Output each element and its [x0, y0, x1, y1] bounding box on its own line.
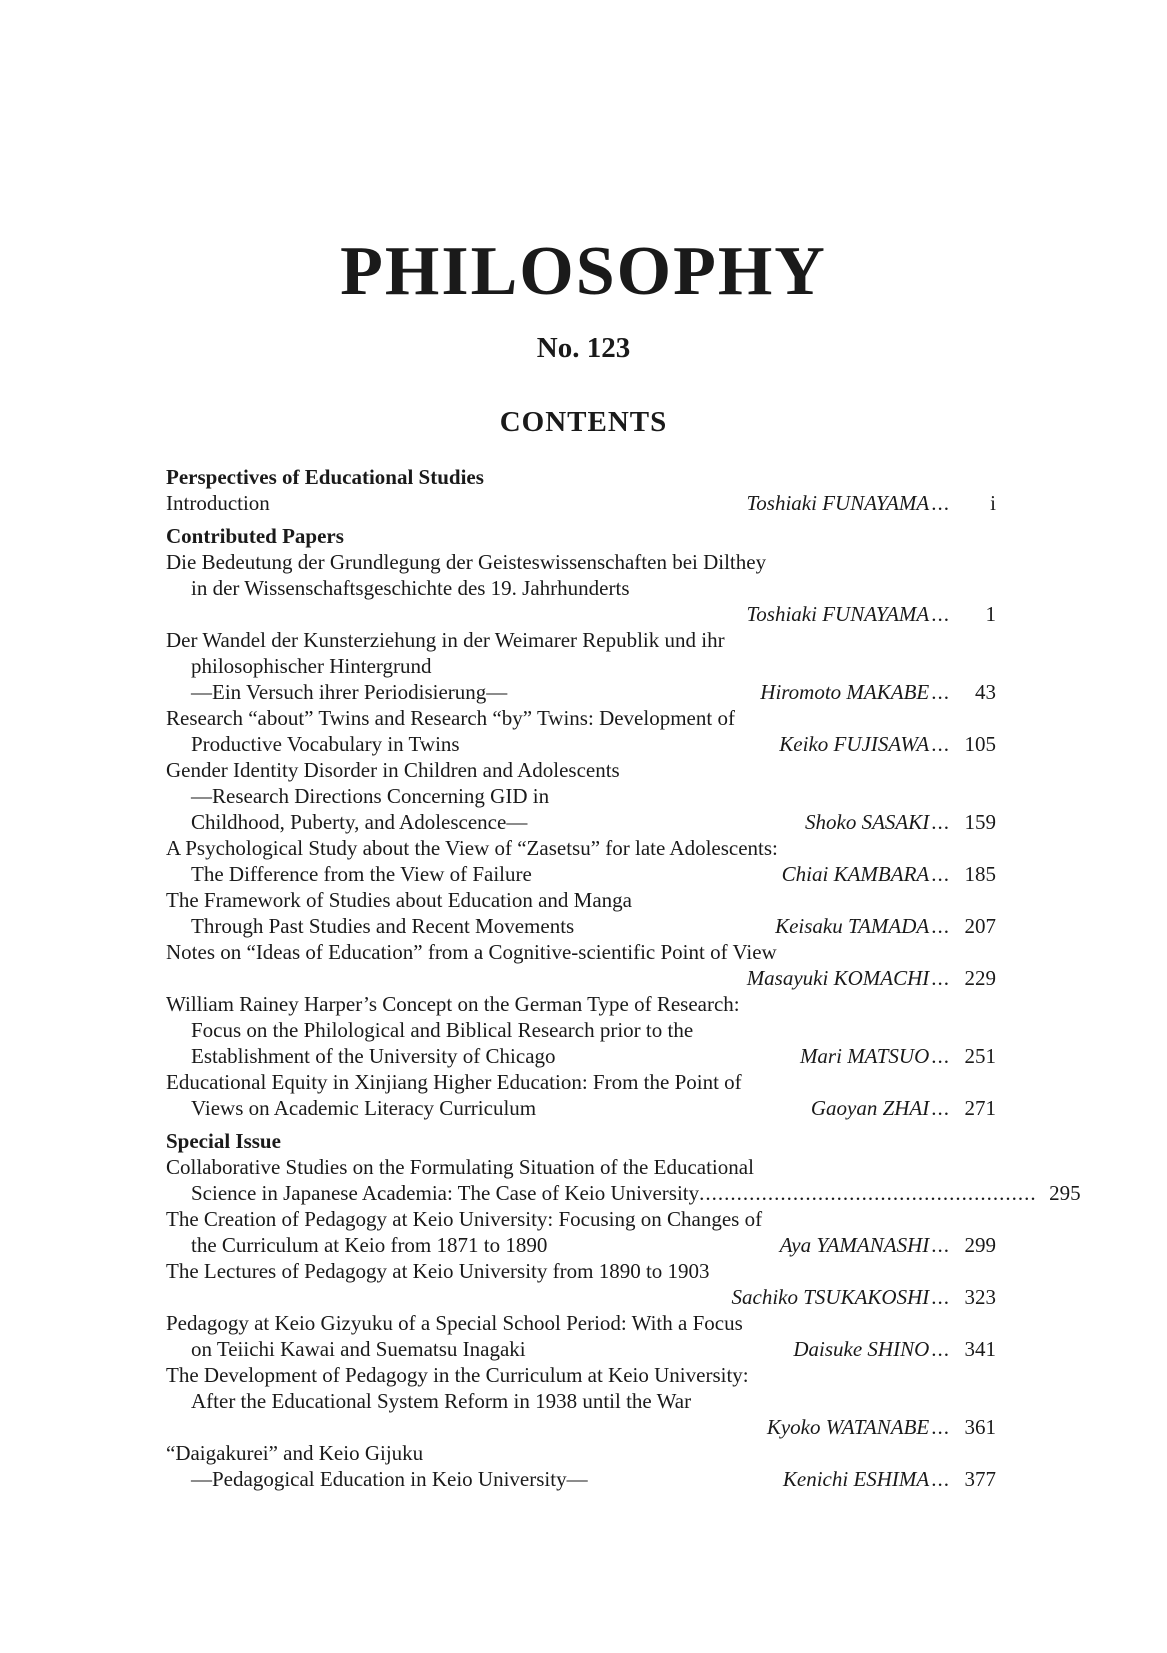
entry-line [166, 1440, 996, 1466]
entry-line [166, 809, 996, 835]
entry-title-line: “Daigakurei” and Keio Gijuku [166, 1441, 424, 1465]
entry-author-line [166, 1284, 996, 1310]
leader-dots: ... [931, 862, 950, 886]
entry-title-line: Through Past Studies and Recent Movements [191, 914, 575, 938]
entry-author: Keisaku TAMADA [775, 914, 930, 938]
leader-gap [191, 1284, 732, 1310]
entry-author: Toshiaki FUNAYAMA [746, 491, 930, 515]
leader-dots: ... [931, 1096, 950, 1120]
entry-page-number: 159 [964, 810, 996, 834]
entry-title-line: Collaborative Studies on the Formulating Situation of the Educational [166, 1155, 754, 1179]
entry-title-line: Gender Identity Disorder in Children and Adolescents [166, 758, 620, 782]
leader-dots: ... [931, 491, 950, 515]
entry-line [166, 939, 996, 965]
entry-author: Daisuke SHINO [793, 1337, 930, 1361]
leader-gap [532, 861, 782, 887]
entry-title-line: —Pedagogical Education in Keio University— [191, 1467, 588, 1491]
journal-title: PHILOSOPHY [340, 233, 827, 310]
leader-dots: ...................................................... [699, 1181, 1037, 1205]
leader-dots: ... [931, 966, 950, 990]
entry-title-line: The Development of Pedagogy in the Curriculum at Keio University: [166, 1363, 749, 1387]
leader-dots: ... [931, 1285, 950, 1309]
entry-author-line [166, 1414, 996, 1440]
entry-title-line: Der Wandel der Kunsterziehung in der Weimarer Republik und ihr [166, 628, 725, 652]
entry-line [166, 679, 996, 705]
toc-entry[interactable] [166, 490, 996, 516]
leader-gap [588, 1466, 783, 1492]
entry-title-line: The Creation of Pedagogy at Keio University: Focusing on Changes of [166, 1207, 763, 1231]
entry-title-line: Views on Academic Literacy Curriculum [191, 1096, 537, 1120]
entry-title-line: Focus on the Philological and Biblical Research prior to the [191, 1018, 694, 1042]
leader-dots: ... [931, 914, 950, 938]
entry-title-line: Research “about” Twins and Research “by” Twins: Development of [166, 706, 735, 730]
entry-page-number: 105 [964, 732, 996, 756]
entry-title-line: Notes on “Ideas of Education” from a Cognitive-scientific Point of View [166, 940, 777, 964]
toc-section [166, 523, 996, 1121]
entry-page-number: 299 [964, 1233, 996, 1257]
entry-line [166, 913, 996, 939]
leader-dots: ... [931, 602, 950, 626]
entry-author-line [166, 965, 996, 991]
entry-line [166, 1206, 996, 1232]
entry-title-line: the Curriculum at Keio from 1871 to 1890 [191, 1233, 548, 1257]
entry-line [166, 991, 996, 1017]
entry-line [166, 1388, 996, 1414]
leader-dots: ... [931, 1044, 950, 1068]
toc-entry[interactable] [166, 939, 996, 991]
entry-page-number: i [990, 491, 996, 515]
entry-line [166, 575, 996, 601]
entry-page-number: 185 [964, 862, 996, 886]
toc-entry[interactable] [166, 887, 996, 939]
entry-title-line: Pedagogy at Keio Gizyuku of a Special School Period: With a Focus [166, 1311, 743, 1335]
entry-title-line: The Framework of Studies about Education and Manga [166, 888, 632, 912]
entry-title-line: on Teiichi Kawai and Suematsu Inagaki [191, 1337, 526, 1361]
table-of-contents [166, 464, 1081, 1492]
entry-page-number: 361 [964, 1415, 996, 1439]
leader-gap [527, 809, 805, 835]
entry-line [166, 1310, 996, 1336]
entry-title-line: —Research Directions Concerning GID in [191, 784, 550, 808]
section-heading: Contributed Papers [166, 524, 344, 548]
entry-page-number: 229 [964, 966, 996, 990]
entry-line [166, 1258, 996, 1284]
entry-author: Toshiaki FUNAYAMA [746, 602, 930, 626]
leader-gap [191, 965, 747, 991]
entry-author-line [166, 601, 996, 627]
leader-gap [536, 1095, 811, 1121]
toc-entry[interactable] [166, 549, 996, 627]
leader-gap [270, 490, 747, 516]
contents-heading: CONTENTS [499, 406, 668, 438]
toc-entry[interactable] [166, 1258, 996, 1310]
entry-line [166, 731, 996, 757]
entry-page-number: 377 [964, 1467, 996, 1491]
entry-line [166, 783, 996, 809]
leader-gap [556, 1043, 800, 1069]
entry-author: Keiko FUJISAWA [779, 732, 930, 756]
entry-page-number: 341 [964, 1337, 996, 1361]
entry-title-line: —Ein Versuch ihrer Periodisierung— [191, 680, 508, 704]
entry-author: Mari MATSUO [799, 1044, 930, 1068]
toc-entry[interactable] [166, 991, 996, 1069]
entry-line [166, 490, 996, 516]
entry-author: Shoko SASAKI [805, 810, 930, 834]
entry-line [166, 887, 996, 913]
entry-line [166, 1336, 996, 1362]
entry-page-number: 323 [964, 1285, 996, 1309]
entry-title-line: The Lectures of Pedagogy at Keio University from 1890 to 1903 [166, 1259, 710, 1283]
leader-dots: ... [931, 680, 950, 704]
entry-author: Gaoyan ZHAI [810, 1096, 930, 1120]
entry-line [166, 1017, 996, 1043]
leader-dots: ... [931, 1233, 950, 1257]
entry-page-number: 271 [964, 1096, 996, 1120]
entry-title-line: Die Bedeutung der Grundlegung der Geisteswissenschaften bei Dilthey [166, 550, 767, 574]
entry-line [166, 1043, 996, 1069]
entry-title-line: Productive Vocabulary in Twins [191, 732, 460, 756]
entry-title-line: Educational Equity in Xinjiang Higher Education: From the Point of [166, 1070, 742, 1094]
entry-page-number: 251 [964, 1044, 996, 1068]
entry-author: Kenichi ESHIMA [782, 1467, 930, 1491]
entry-title-line: Science in Japanese Academia: The Case of Keio University [191, 1181, 700, 1205]
entry-title-line: A Psychological Study about the View of “Zasetsu” for late Adolescents: [166, 836, 778, 860]
entry-title-line: The Difference from the View of Failure [191, 862, 532, 886]
entry-line [166, 1154, 996, 1180]
entry-line [166, 1180, 1081, 1206]
leader-dots: ... [931, 810, 950, 834]
entry-line [166, 1069, 996, 1095]
issue-number: No. 123 [536, 332, 631, 364]
leader-gap [191, 1414, 767, 1440]
toc-entry[interactable] [166, 627, 996, 705]
entry-line [166, 757, 996, 783]
section-heading: Perspectives of Educational Studies [166, 465, 484, 489]
entry-author: Chiai KAMBARA [781, 862, 930, 886]
entry-page-number: 207 [964, 914, 996, 938]
entry-line [166, 1095, 996, 1121]
entry-title-line: in der Wissenschaftsgeschichte des 19. Jahrhunderts [191, 576, 630, 600]
entry-line [166, 1466, 996, 1492]
entry-title-line: William Rainey Harper’s Concept on the German Type of Research: [166, 992, 740, 1016]
leader-dots: ... [931, 1467, 950, 1491]
entry-title-line: After the Educational System Reform in 1938 until the War [191, 1389, 692, 1413]
entry-title-line: Childhood, Puberty, and Adolescence— [191, 810, 528, 834]
entry-line [166, 705, 996, 731]
leader-dots: ... [931, 1337, 950, 1361]
toc-entry[interactable] [166, 705, 996, 757]
leader-gap [547, 1232, 779, 1258]
entry-line [166, 1232, 996, 1258]
leader-dots: ... [931, 732, 950, 756]
entry-line [166, 1362, 996, 1388]
entry-author: Hiromoto MAKABE [760, 680, 930, 704]
entry-line [166, 835, 996, 861]
leader-gap [507, 679, 760, 705]
toc-entry[interactable] [166, 1206, 996, 1258]
entry-page-number: 1 [985, 602, 996, 626]
entry-author: Masayuki KOMACHI [746, 966, 930, 990]
section-heading: Special Issue [166, 1129, 281, 1153]
leader-gap [191, 601, 747, 627]
entry-page-number: 295 [1049, 1181, 1081, 1205]
leader-gap [526, 1336, 794, 1362]
entry-page-number: 43 [975, 680, 996, 704]
toc-entry[interactable] [166, 1310, 996, 1362]
toc-entry[interactable] [166, 1069, 996, 1121]
entry-author: Sachiko TSUKAKOSHI [731, 1285, 930, 1309]
toc-entry[interactable] [166, 757, 996, 835]
entry-line [166, 627, 996, 653]
leader-dots: ... [931, 1415, 950, 1439]
toc-section [166, 464, 996, 516]
leader-gap [460, 731, 780, 757]
leader-gap [574, 913, 775, 939]
entry-line [166, 653, 996, 679]
entry-title-line: Introduction [166, 491, 270, 515]
entry-line [166, 549, 996, 575]
toc-entry[interactable] [166, 1154, 1081, 1206]
entry-author: Kyoko WATANABE [766, 1415, 930, 1439]
toc-entry[interactable] [166, 1440, 996, 1492]
entry-title-line: philosophischer Hintergrund [191, 654, 432, 678]
toc-entry[interactable] [166, 1362, 996, 1440]
entry-line [166, 861, 996, 887]
toc-entry[interactable] [166, 835, 996, 887]
entry-author: Aya YAMANASHI [779, 1233, 930, 1257]
toc-section [166, 1128, 1081, 1492]
entry-title-line: Establishment of the University of Chicago [191, 1044, 556, 1068]
